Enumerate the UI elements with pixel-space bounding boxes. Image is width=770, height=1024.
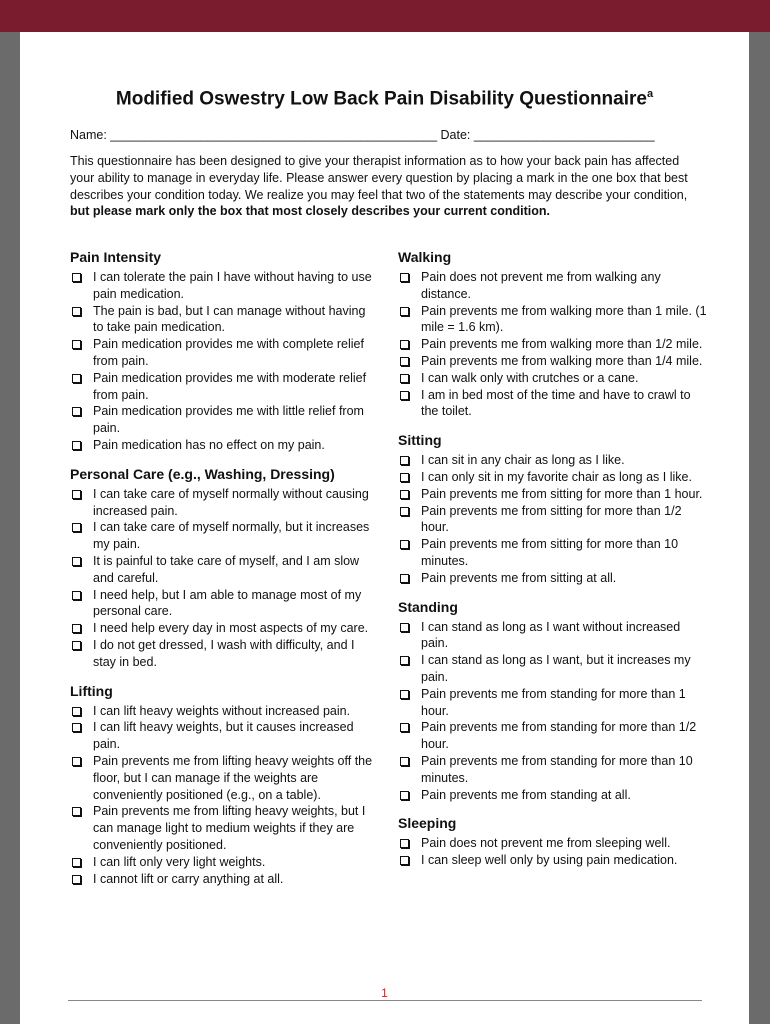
option-text: Pain prevents me from lifting heavy weights, but I can manage light to medium weights if they are conveniently positioned. [93,804,366,852]
option-text: I can only sit in my favorite chair as long as I like. [421,469,692,484]
option-list [70,486,375,671]
option-item [398,370,708,387]
checkbox[interactable] [72,591,81,600]
option-item [398,503,708,537]
option-item [398,852,708,869]
option-item [70,370,375,404]
option-item [398,469,708,486]
checkbox[interactable] [400,839,409,848]
option-item [70,703,375,720]
checkbox[interactable] [72,523,81,532]
option-item [398,719,708,753]
checkbox[interactable] [72,624,81,633]
option-item [70,486,375,520]
footer-divider [68,1000,702,1001]
section-heading: Sleeping [398,815,457,832]
option-item [70,620,375,637]
option-item [70,403,375,437]
section-heading: Pain Intensity [70,249,162,265]
option-item [70,553,375,587]
section-heading: Sitting [398,432,442,449]
option-item [398,753,708,787]
checkbox[interactable] [400,456,409,465]
name-date-line[interactable]: Name: _______________________________________________ Date: __________________________ [70,128,655,142]
checkbox[interactable] [72,441,81,450]
option-item [70,587,375,621]
option-text: Pain prevents me from walking more than 1 mile. (1 mile = 1.6 km). [421,303,707,335]
option-list [70,703,375,888]
option-text: Pain medication provides me with little relief from pain. [93,404,364,436]
option-text: Pain prevents me from walking more than 1/2 mile. [421,337,703,352]
section-standing [398,598,708,804]
option-list [398,269,708,420]
checkbox[interactable] [72,307,81,316]
option-text: I can sleep well only by using pain medication. [421,853,678,868]
option-text: I am in bed most of the time and have to crawl to the toilet. [421,387,691,419]
option-item [70,269,375,303]
section-heading: Standing [398,598,458,615]
option-text: I can lift heavy weights, but it causes increased pain. [93,720,354,752]
checkbox[interactable] [400,307,409,316]
option-item [70,803,375,853]
option-text: I do not get dressed, I wash with difficulty, and I stay in bed. [93,637,355,669]
option-item [398,787,708,804]
option-item [398,387,708,421]
checkbox[interactable] [400,690,409,699]
option-item [398,619,708,653]
checkbox[interactable] [400,574,409,583]
checkbox[interactable] [72,340,81,349]
checkbox[interactable] [72,641,81,650]
checkbox[interactable] [72,407,81,416]
option-text: Pain medication has no effect on my pain. [93,437,325,452]
checkbox[interactable] [72,490,81,499]
instructions-text: This questionnaire has been designed to give your therapist information as to how your back pain has affected your ability to manage in everyday life. Please answer every question by placing a mark in the one box that best describes your condition today. We realize you may feel that two of the statements may describe your condition, [70,154,688,202]
section-heading: Walking [398,249,452,265]
option-item [70,753,375,803]
page-title: Modified Oswestry Low Back Pain Disability Questionnaire$^a$ [115,88,654,110]
option-item [398,652,708,686]
option-item [398,835,708,852]
checkbox[interactable] [400,507,409,516]
checkbox[interactable] [400,856,409,865]
option-text: Pain prevents me from sitting for more than 1 hour. [421,486,703,501]
option-text: Pain prevents me from sitting for more than 10 minutes. [421,537,679,568]
option-item [398,486,708,503]
checkbox[interactable] [72,807,81,816]
option-text: Pain medication provides me with complete relief from pain. [93,337,364,368]
option-text: I can stand as long as I want, but it increases my pain. [421,653,691,684]
section-sleeping [398,814,708,869]
checkbox[interactable] [400,656,409,665]
option-item [70,437,375,454]
option-text: Pain prevents me from lifting heavy weights off the floor, but I can manage if the weights are conveniently positioned (e.g., on a table). [93,753,373,802]
option-item [70,871,375,888]
option-text: I need help every day in most aspects of my care. [93,621,369,636]
option-text: I need help, but I am able to manage most of my personal care. [93,587,362,619]
option-text: Pain prevents me from sitting for more than 1/2 hour. [421,503,682,535]
option-text: I can lift heavy weights without increased pain. [93,703,351,718]
section-lifting [70,682,375,888]
option-item [398,269,708,303]
option-text: I can lift only very light weights. [93,854,266,869]
top-bar [0,0,770,32]
checkbox[interactable] [72,273,81,282]
page-number: 1 [381,986,388,1000]
option-text: Pain prevents me from walking more than 1/4 mile. [421,353,703,368]
option-text: I can stand as long as I want without increased pain. [421,619,681,651]
option-item [70,719,375,753]
option-text: I can take care of myself normally without causing increased pain. [93,486,369,518]
checkbox[interactable] [72,557,81,566]
option-text: Pain prevents me from standing for more than 10 minutes. [421,753,693,785]
option-text: Pain prevents me from sitting at all. [421,570,617,585]
option-text: Pain prevents me from standing for more than 1/2 hour. [421,720,697,752]
option-list [398,835,708,869]
option-text: I can tolerate the pain I have without having to use pain medication. [93,270,372,301]
checkbox[interactable] [400,723,409,732]
checkbox[interactable] [400,391,409,400]
option-text: Pain medication provides me with moderate relief from pain. [93,370,367,402]
checkbox[interactable] [400,791,409,800]
instructions [70,153,706,220]
option-item [398,452,708,469]
option-text: Pain prevents me from standing for more than 1 hour. [421,686,686,718]
checkbox[interactable] [400,340,409,349]
option-list [70,269,375,454]
section-sitting [398,431,708,586]
section-walking [398,248,708,420]
option-text: Pain does not prevent me from walking any distance. [421,270,661,301]
option-list [398,452,708,586]
instructions-emphasis: but please mark only the box that most closely describes your current condition. [70,204,550,219]
document-page [20,32,749,1024]
checkbox[interactable] [400,490,409,499]
title-footnote-marker: a [646,88,654,100]
option-item [398,570,708,587]
option-text: I can take care of myself normally, but it increases my pain. [93,520,370,552]
option-item [70,637,375,671]
option-text: I cannot lift or carry anything at all. [93,871,284,886]
option-item [398,303,708,337]
checkbox[interactable] [400,757,409,766]
option-item [70,519,375,553]
section-pain-intensity [70,248,375,454]
checkbox[interactable] [400,357,409,366]
option-text: It is painful to take care of myself, and I am slow and careful. [93,553,360,585]
checkbox[interactable] [72,374,81,383]
right-column [398,248,708,880]
option-text: Pain prevents me from standing at all. [421,787,631,802]
option-item [70,336,375,370]
section-heading: Lifting [70,682,113,699]
checkbox[interactable] [72,723,81,732]
option-text: I can walk only with crutches or a cane. [421,370,639,385]
option-text: The pain is bad, but I can manage without having to take pain medication. [93,303,366,335]
checkbox[interactable] [400,374,409,383]
option-text: I can sit in any chair as long as I like. [421,453,625,468]
section-personal-care [70,465,375,671]
checkbox[interactable] [72,707,81,716]
option-item [398,353,708,370]
checkbox[interactable] [400,273,409,282]
checkbox[interactable] [400,540,409,549]
checkbox[interactable] [400,623,409,632]
option-item [398,336,708,353]
left-column [70,248,375,898]
option-item [70,303,375,337]
checkbox[interactable] [400,473,409,482]
checkbox[interactable] [72,858,81,867]
option-text: Pain does not prevent me from sleeping well. [421,836,671,851]
option-item [398,686,708,720]
option-item [70,854,375,871]
checkbox[interactable] [72,875,81,884]
checkbox[interactable] [72,757,81,766]
option-list [398,619,708,804]
section-heading: Personal Care (e.g., Washing, Dressing) [70,465,335,482]
option-item [398,536,708,570]
